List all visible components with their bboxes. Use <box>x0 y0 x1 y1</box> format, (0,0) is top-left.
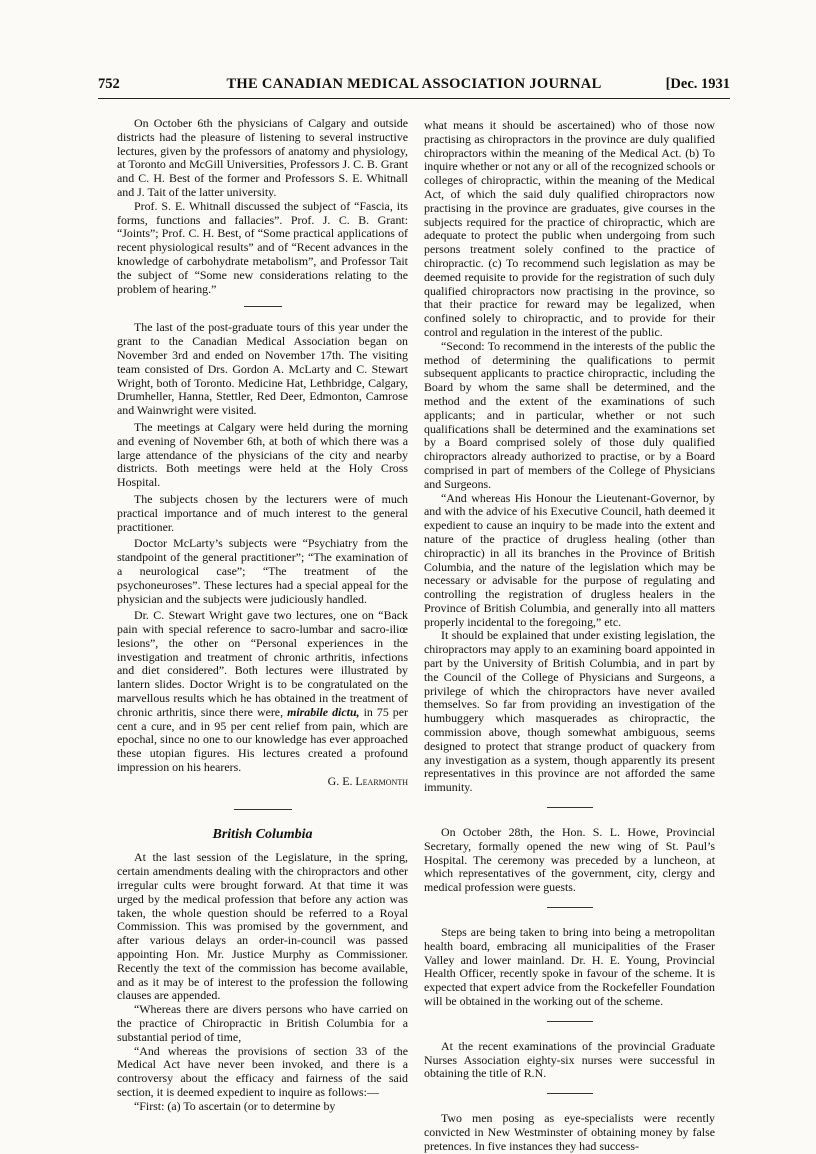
section-divider <box>547 907 593 908</box>
explanation-paragraph: It should be explained that under existing legislation, the chiropractors may apply to an examining board appointed in part by the University of British Columbia, and in part by the Council of the College of Physicians and Surgeons, a privilege of which the chiropractors have never availed themselves. So far from providing an investigation of the humbuggery which masquerades as chiropractic, the commission above, though somewhat ambiguous, seems designed to protect that strange product of quackery from any investigation as a system, though apparently its present representatives in this province are not afforded the same immunity. <box>424 628 715 795</box>
section-divider <box>547 1093 593 1094</box>
calgary-lectures-paragraph: On October 6th the physicians of Calgary and outside districts had the pleasure of listening to several instructive lectures, given by the professors of anatomy and physiology, at Toronto and McGill Universities, Professors J. C. B. Grant and C. H. Best of the former and Professors S. E. Whitnall and J. Tait of the latter university. <box>117 116 408 199</box>
right-column <box>424 119 715 1154</box>
journal-title: THE CANADIAN MEDICAL ASSOCIATION JOURNAL <box>226 76 602 92</box>
section-divider <box>547 1021 593 1022</box>
section-divider <box>234 809 292 810</box>
post-graduate-tour-paragraph: The last of the post-graduate tours of this year under the grant to the Canadian Medical Association began on November 3rd and ended on November 17th. The visiting team consisted of Drs. Gordon A. McLarty and C. Stewart Wright, both of Toronto. Medicine Hat, Lethbridge, Calgary, Drumheller, Hanna, Stettler, Red Deer, Edmonton, Camrose and Wainwright were visited. <box>117 320 408 418</box>
author-signature: G. E. Learmonth <box>327 773 408 788</box>
eye-specialists-paragraph: Two men posing as eye-specialists were recently convicted in New Westminster of obtaining money by false pretences. In five instances they had success- <box>424 1111 715 1153</box>
health-board-paragraph: Steps are being taken to bring into being a metropolitan health board, embracing all municipalities of the Fraser Valley and lower mainland. Dr. H. E. Young, Provincial Health Officer, recently spoke in favour of the scheme. It is expected that expert advice from the Rockefeller Foundation will be obtained in the working out of the scheme. <box>424 925 715 1009</box>
first-clause-continued: what means it should be ascertained) who of those now practising as chiropractors in the province are duly qualified chiropractors within the meaning of the Medical Act. (b) To inquire whether or not any or all of the recognized schools or colleges of chiropractic, within the meaning of the Medical Act, of which the said duly qualified chiropractors now practising in the province are graduates, give courses in the subjects required for the practice of chiropractic, which are adequate to protect the public when undergoing from such persons treatment solely confined to the practice of chiropractic. (c) To recommend such legislation as may be deemed requisite to provide for the registration of such duly qualified chiropractors now practising in the province, so that their practice for reward may be legalized, when confined solely to chiropractic, and to provide for their control and regulation in the interest of the public. <box>424 118 715 339</box>
signature-line <box>117 775 408 789</box>
lieutenant-governor-paragraph: “And whereas His Honour the Lieutenant-Governor, by and with the advice of his Executive Council, hath deemed it expedient to cause an inquiry to be made into the extent and nature of the practice of drugless healing (other than chiropractic) in all its branches in the Province of British Columbia, and the nature of the legislation which may be necessary or advisable for the purpose of regulating and controlling the registration of drugless healers in the Province of British Columbia, and generally into all matters properly incidental to the foregoing,” etc. <box>424 490 715 629</box>
mclarty-paragraph: Doctor McLarty’s subjects were “Psychiatry from the standpoint of the general practitioner”; “The examination of a neurological case”; “The treatment of the psychoneuroses”. These lectures had a special appeal for the physician and the subjects were judiciously handled. <box>117 536 408 606</box>
running-header <box>98 76 730 99</box>
wright-italic: mirabile dictu, <box>287 704 360 719</box>
subjects-paragraph: The subjects chosen by the lecturers were of much practical importance and of much interest to the general practitioner. <box>117 491 408 534</box>
wright-text-b: in 75 per cent a cure, and in 95 per cent relief from pain, which are epochal, since no one to our knowledge has ever approached these utopian figures. His lectures created a profound impression on his hearers. <box>117 704 408 775</box>
calgary-meetings-paragraph: The meetings at Calgary were held during the morning and evening of November 6th, at both of which there was a large attendance of the physicians of the city and nearby districts. Both meetings were held at the Holy Cross Hospital. <box>117 419 408 490</box>
wright-text-a: Dr. C. Stewart Wright gave two lectures, one on “Back pain with special reference to sacro-lumbar and sacro-iliœ lesions”, the other on “Personal experiences in the investigation and treatment of chronic arthritis, infections and diet considered”. Both lectures were illustrated by lantern slides. Doctor Wright is to be congratulated on the marvellous results which he has obtained in the treatment of chronic arthritis, since there were, <box>117 608 408 719</box>
section-title-british-columbia: British Columbia <box>212 826 313 842</box>
st-pauls-hospital-paragraph: On October 28th, the Hon. S. L. Howe, Provincial Secretary, formally opened the new wing of St. Paul’s Hospital. The ceremony was preceded by a luncheon, at which representatives of the government, city, clergy and medical profession were guests. <box>424 825 715 895</box>
section-33-paragraph: “And whereas the provisions of section 33 of the Medical Act have never been invoked, and there is a controversy about the efficacy and fairness of the said section, it is deemed expedient to inquire as follows:— <box>117 1043 408 1099</box>
bc-legislature-paragraph: At the last session of the Legislature, in the spring, certain amendments dealing with the chiropractors and other irregular cults were brought forward. At that time it was urged by the medical profession that before any action was taken, the whole question should be referred to a Royal Commission. This was promised by the government, and after various delays an order-in-council was passed appointing Hon. Mr. Justice Murphy as Commissioner. Recently the text of the commission has become available, and as it may be of interest to the profession the following clauses are appended. <box>117 850 408 1003</box>
wright-paragraph <box>117 609 408 775</box>
page-number: 752 <box>98 76 120 92</box>
section-divider <box>547 807 593 808</box>
first-clause-paragraph: “First: (a) To ascertain (or to determine by <box>134 1098 336 1113</box>
section-divider <box>244 306 282 307</box>
left-column <box>117 117 408 1114</box>
second-clause-paragraph: “Second: To recommend in the interests of the public the method of determining the qualifications to permit subsequent applicants to practice chiropractic, including the Board by whom the same shall be determined, and the method and the extent of the examinations of such applicants; and in particular, whether or not such qualifications shall be determined and the examinations set by a Board comprised solely of those duly qualified chiropractors already authorized to practise, or by a Board comprised in part of members of the College of Physicians and Surgeons. <box>424 338 715 491</box>
whitnall-paragraph: Prof. S. E. Whitnall discussed the subject of “Fascia, its forms, functions and fallacies”. Prof. J. C. B. Grant: “Joints”; Prof. C. H. Best, of “Some practical applications of recent physiological results” and of “Recent advances in the knowledge of carbohydrate metabolism”, and Professor Tait the subject of “Some new considerations relating to the problem of hearing.” <box>117 198 408 296</box>
nurses-paragraph: At the recent examinations of the provincial Graduate Nurses Association eighty-six nurses were successful in obtaining the title of R.N. <box>424 1038 715 1081</box>
issue-date: [Dec. 1931 <box>665 76 730 92</box>
whereas-paragraph: “Whereas there are divers persons who have carried on the practice of Chiropractic in British Columbia for a substantial period of time, <box>117 1002 408 1044</box>
